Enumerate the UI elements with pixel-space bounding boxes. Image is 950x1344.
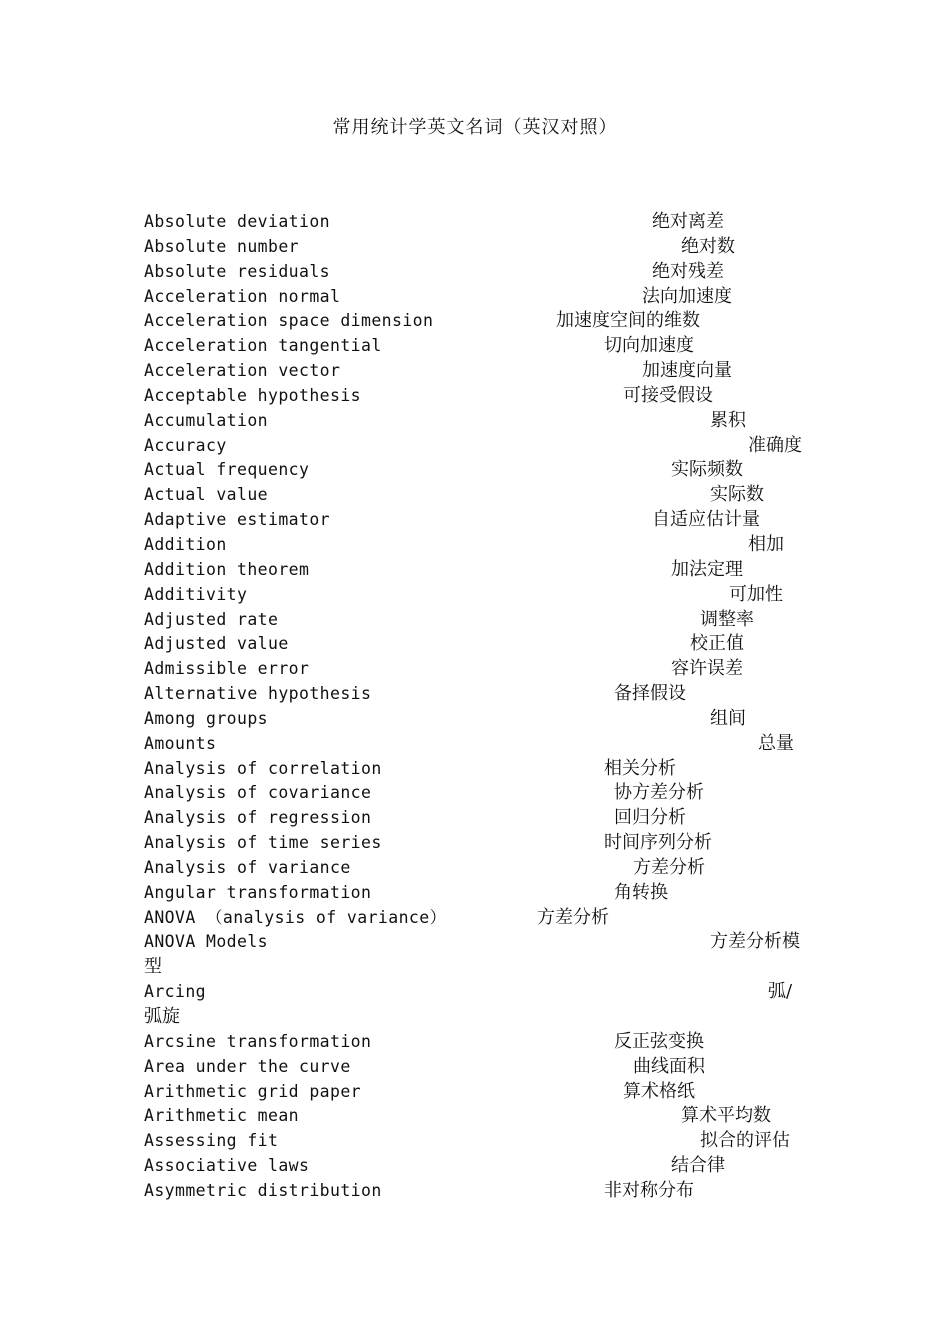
english-term: Area under the curve	[144, 1056, 351, 1076]
english-term: Adjusted value	[144, 634, 289, 654]
glossary-row	[144, 1154, 809, 1179]
english-term: Arithmetic grid paper	[144, 1081, 362, 1101]
english-term: Absolute deviation	[144, 212, 331, 231]
chinese-term: 准确度	[748, 434, 802, 456]
glossary-list	[144, 210, 809, 1204]
english-term: Accumulation	[144, 410, 269, 430]
glossary-row	[144, 1104, 809, 1129]
english-term: Admissible error	[144, 659, 310, 679]
english-term: Angular transformation	[144, 882, 372, 902]
chinese-term: 算术格纸	[623, 1080, 695, 1102]
chinese-term: 加法定理	[671, 558, 743, 580]
english-term: Analysis of correlation	[144, 758, 382, 778]
chinese-term: 非对称分布	[604, 1179, 694, 1201]
glossary-row	[144, 285, 809, 310]
glossary-row	[144, 260, 809, 285]
chinese-term: 方差分析	[537, 906, 609, 928]
english-term: Additivity	[144, 584, 248, 604]
glossary-row	[144, 632, 809, 657]
chinese-term: 方差分析	[633, 856, 705, 878]
chinese-term: 调整率	[700, 608, 754, 630]
glossary-row	[144, 657, 809, 682]
glossary-row	[144, 1129, 809, 1154]
english-term: Acceleration space dimension	[144, 311, 434, 331]
glossary-row	[144, 781, 809, 806]
english-term: ANOVA Models	[144, 932, 269, 952]
chinese-term: 角转换	[614, 881, 668, 903]
chinese-term: 绝对数	[681, 235, 735, 257]
glossary-row	[144, 359, 809, 384]
english-term: Acceleration vector	[144, 361, 341, 381]
english-term: Addition theorem	[144, 559, 310, 579]
chinese-term: 结合律	[671, 1155, 725, 1177]
chinese-term: 实际数	[710, 484, 764, 506]
english-term: Acceptable hypothesis	[144, 385, 362, 405]
chinese-term-continuation: 弧旋	[144, 1006, 180, 1027]
chinese-term-continuation: 型	[144, 956, 162, 978]
english-term: Asymmetric distribution	[144, 1180, 382, 1200]
glossary-row	[144, 583, 809, 608]
chinese-term: 法向加速度	[642, 285, 732, 307]
chinese-term: 可加性	[729, 583, 783, 605]
chinese-term: 拟合的评估	[700, 1130, 790, 1152]
glossary-row	[144, 806, 809, 831]
chinese-term: 累积	[710, 409, 746, 431]
glossary-row	[144, 707, 809, 732]
glossary-row	[144, 409, 809, 434]
chinese-term: 时间序列分析	[604, 832, 712, 854]
glossary-row	[144, 434, 809, 459]
glossary-row	[144, 757, 809, 782]
english-term: Alternative hypothesis	[144, 684, 372, 704]
english-term: Accuracy	[144, 435, 227, 455]
english-term: Among groups	[144, 708, 269, 728]
chinese-term: 组间	[710, 707, 746, 729]
glossary-row	[144, 1080, 809, 1105]
english-term: Associative laws	[144, 1156, 310, 1176]
glossary-row	[144, 508, 809, 533]
glossary-row	[144, 1179, 809, 1204]
chinese-term: 加速度空间的维数	[556, 310, 700, 332]
english-term: Amounts	[144, 733, 217, 753]
english-term: Arcing	[144, 982, 207, 1002]
english-term: Arithmetic mean	[144, 1106, 300, 1126]
glossary-row	[144, 906, 809, 931]
chinese-term: 实际频数	[671, 459, 743, 481]
english-term: Assessing fit	[144, 1131, 279, 1151]
chinese-term: 容许误差	[671, 658, 743, 680]
chinese-term: 相加	[748, 533, 784, 555]
glossary-row	[144, 980, 809, 1005]
chinese-term: 自适应估计量	[652, 509, 760, 531]
chinese-term: 相关分析	[604, 757, 676, 779]
chinese-term: 切向加速度	[604, 335, 694, 357]
english-term: Analysis of regression	[144, 808, 372, 828]
english-term: Arcsine transformation	[144, 1031, 372, 1051]
english-term: ANOVA （analysis of variance）	[144, 907, 447, 927]
english-term: Analysis of time series	[144, 833, 382, 853]
english-term: Adaptive estimator	[144, 510, 331, 530]
chinese-term: 备择假设	[614, 683, 686, 705]
english-term: Actual value	[144, 485, 269, 505]
glossary-row	[144, 235, 809, 260]
chinese-term: 校正值	[690, 633, 744, 655]
english-term: Absolute number	[144, 236, 300, 256]
chinese-term: 可接受假设	[623, 384, 713, 406]
chinese-term: 弧/	[768, 981, 793, 1003]
glossary-row	[144, 930, 809, 955]
chinese-term: 加速度向量	[642, 360, 732, 382]
glossary-row	[144, 533, 809, 558]
glossary-row	[144, 881, 809, 906]
glossary-row	[144, 483, 809, 508]
glossary-row	[144, 1055, 809, 1080]
page-title: 常用统计学英文名词（英汉对照）	[332, 117, 618, 138]
chinese-term: 总量	[758, 732, 794, 754]
glossary-row	[144, 458, 809, 483]
chinese-term: 方差分析模	[710, 931, 800, 953]
glossary-row	[144, 558, 809, 583]
english-term: Addition	[144, 534, 227, 554]
chinese-term: 算术平均数	[681, 1105, 771, 1127]
glossary-row	[144, 608, 809, 633]
english-term: Adjusted rate	[144, 609, 279, 629]
chinese-term: 绝对离差	[652, 211, 724, 232]
glossary-row	[144, 309, 809, 334]
english-term: Actual frequency	[144, 460, 310, 480]
chinese-term: 曲线面积	[633, 1055, 705, 1077]
glossary-row	[144, 334, 809, 359]
english-term: Acceleration normal	[144, 286, 341, 306]
english-term: Acceleration tangential	[144, 336, 382, 356]
glossary-row	[144, 1030, 809, 1055]
glossary-row	[144, 682, 809, 707]
glossary-row	[144, 732, 809, 757]
chinese-term: 反正弦变换	[614, 1030, 704, 1052]
english-term: Analysis of covariance	[144, 783, 372, 803]
chinese-term: 绝对残差	[652, 260, 724, 282]
glossary-row	[144, 210, 809, 235]
english-term: Analysis of variance	[144, 857, 351, 877]
glossary-row	[144, 856, 809, 881]
english-term: Absolute residuals	[144, 261, 331, 281]
glossary-row	[144, 384, 809, 409]
chinese-term: 回归分析	[614, 807, 686, 829]
chinese-term: 协方差分析	[614, 782, 704, 804]
glossary-row	[144, 831, 809, 856]
